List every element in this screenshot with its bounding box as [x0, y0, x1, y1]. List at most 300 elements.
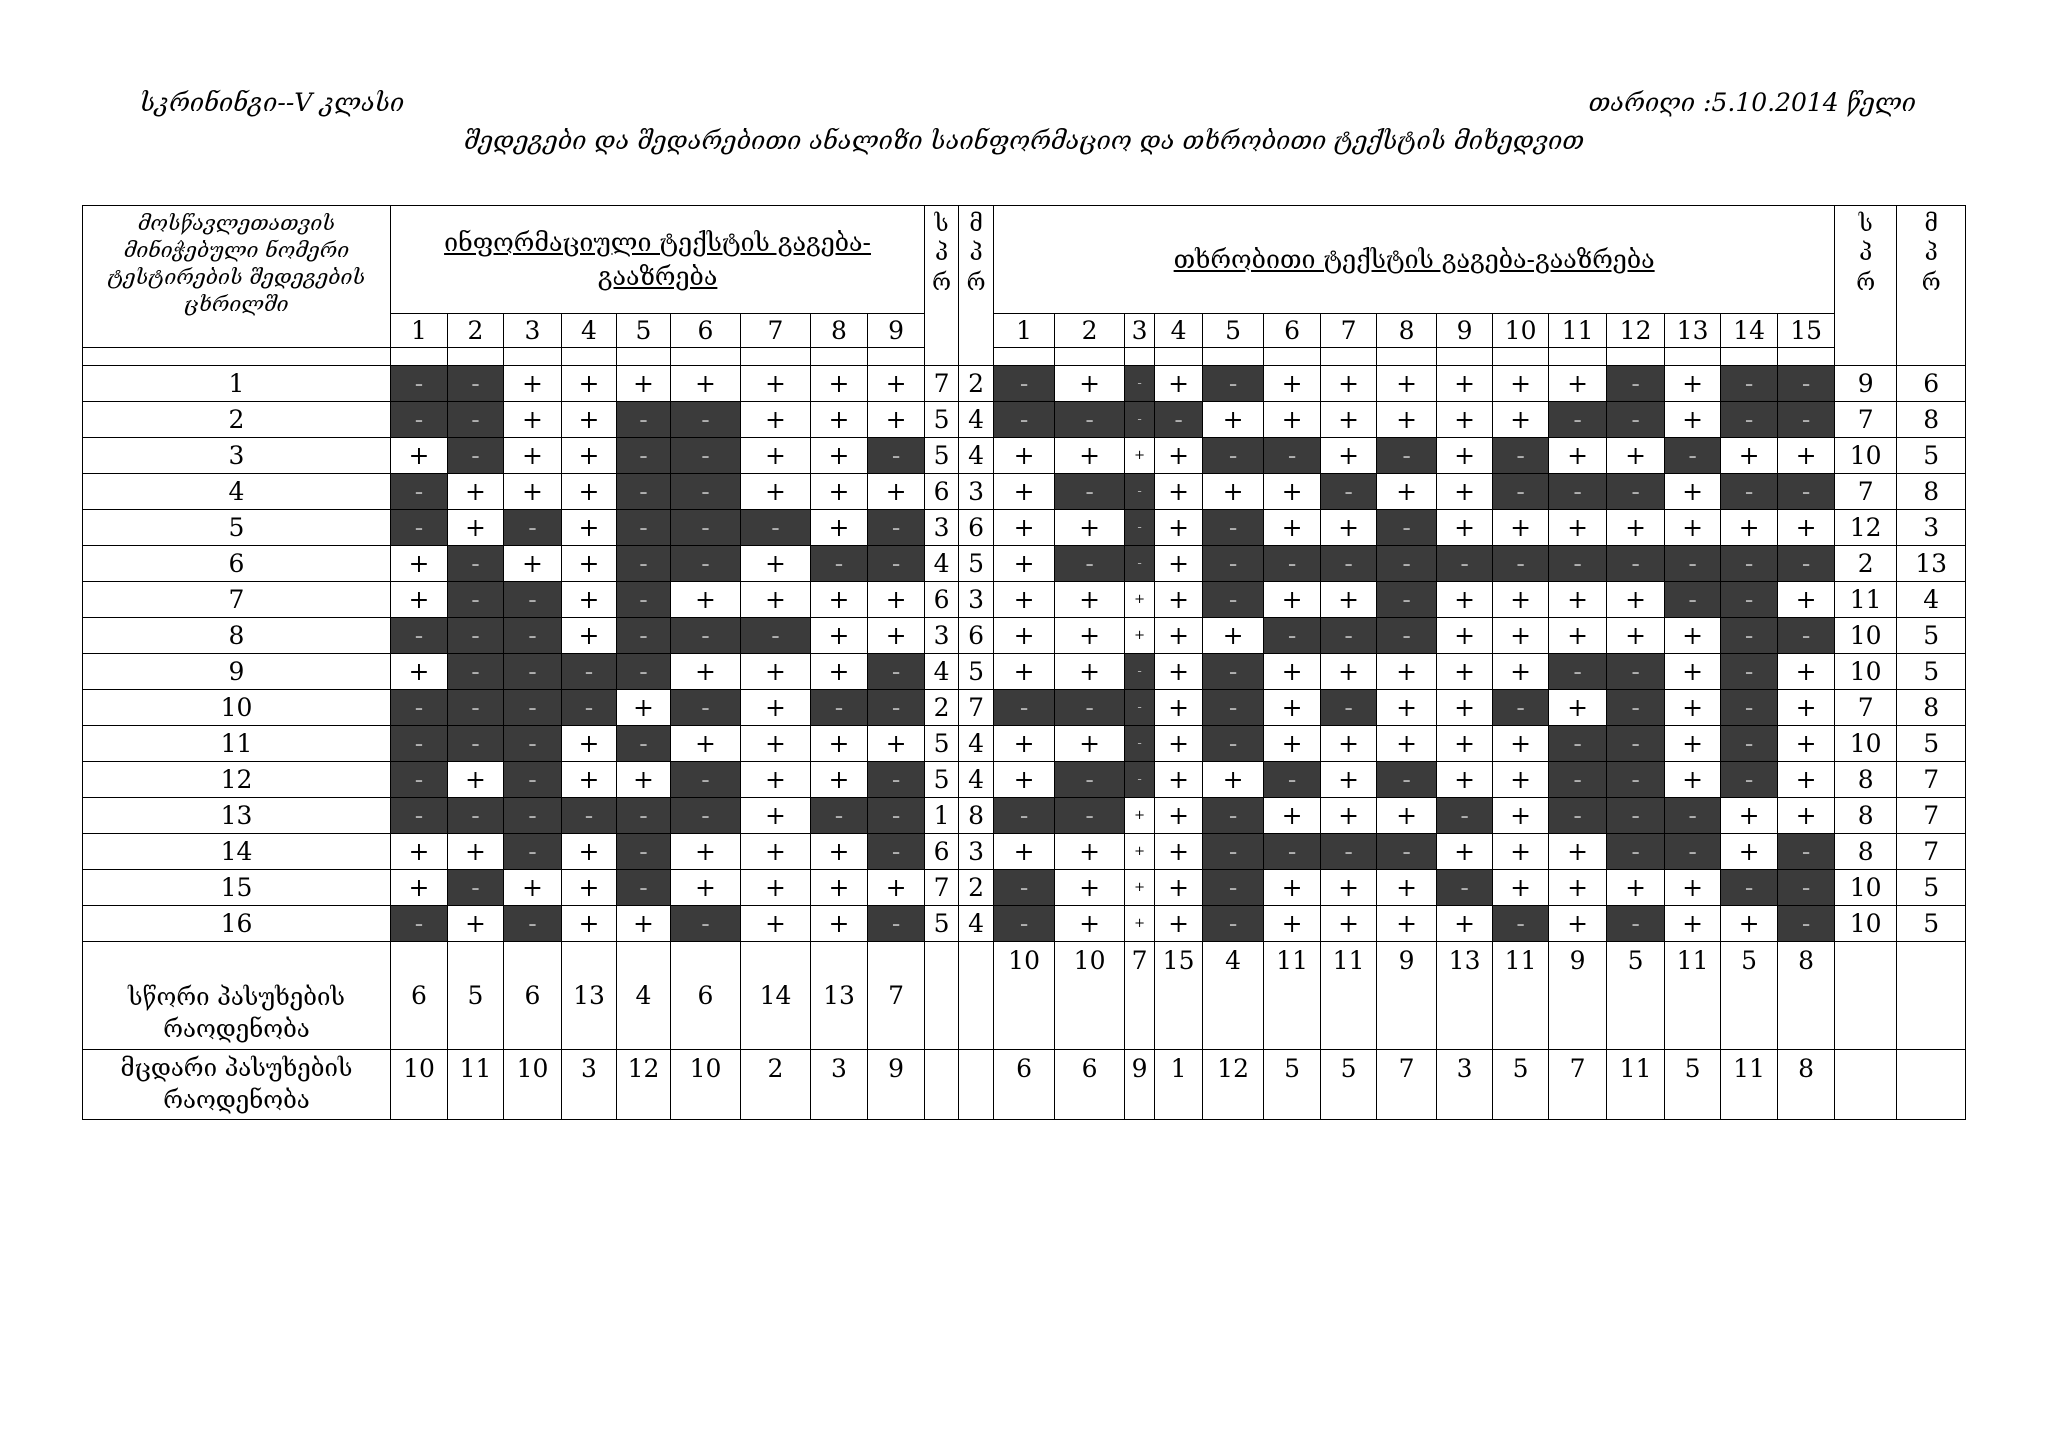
wrong-answer-cell: -	[1665, 546, 1721, 582]
wrong-answer-cell: -	[391, 510, 448, 546]
correct-answer-cell: +	[1155, 366, 1203, 402]
wrong-count-header-char: რ	[1921, 269, 1941, 296]
correct-answer-cell: +	[1607, 870, 1665, 906]
wrong-answer-cell: -	[1203, 510, 1264, 546]
correct-answer-cell: +	[1321, 582, 1377, 618]
correct-answer-cell: +	[1203, 474, 1264, 510]
wrong-answer-cell: -	[504, 654, 562, 690]
spacer-cell	[868, 348, 925, 366]
correct-count: 12	[1835, 510, 1897, 546]
correct-answer-cell: +	[994, 438, 1055, 474]
question-number: 10	[1493, 314, 1549, 348]
correct-answer-cell: +	[994, 654, 1055, 690]
correct-answer-cell: +	[1055, 870, 1125, 906]
wrong-answer-cell: -	[391, 798, 448, 834]
correct-count-header-char: ს	[934, 211, 949, 237]
correct-answer-cell: +	[741, 834, 811, 870]
wrong-answer-cell: -	[1055, 762, 1125, 798]
correct-count: 3	[925, 618, 959, 654]
question-number: 3	[504, 314, 562, 348]
correct-answer-cell: +	[741, 582, 811, 618]
wrong-answer-cell: -	[671, 798, 741, 834]
wrong-answer-cell: -	[504, 618, 562, 654]
correct-answer-cell: +	[1665, 618, 1721, 654]
correct-answer-cell: +	[1155, 654, 1203, 690]
wrong-answer-cell: -	[617, 618, 671, 654]
wrong-count: 3	[959, 474, 994, 510]
correct-answer-cell: +	[1549, 690, 1607, 726]
wrong-answer-cell: -	[1125, 762, 1155, 798]
wrong-answer-cell: -	[617, 798, 671, 834]
correct-answer-cell: +	[1055, 366, 1125, 402]
wrong-count: 3	[959, 582, 994, 618]
correct-answer-cell: +	[1264, 798, 1321, 834]
correct-answer-cell: +	[1155, 834, 1203, 870]
correct-answer-cell: +	[1203, 402, 1264, 438]
student-number: 2	[83, 402, 391, 438]
correct-total: 6	[504, 942, 562, 1050]
wrong-count: 7	[1897, 798, 1966, 834]
question-number: 1	[994, 314, 1055, 348]
wrong-answer-cell: -	[1264, 762, 1321, 798]
correct-answer-cell: +	[1437, 726, 1493, 762]
wrong-answer-cell: -	[1321, 834, 1377, 870]
wrong-count: 4	[959, 726, 994, 762]
correct-answer-cell: +	[391, 834, 448, 870]
correct-answer-cell: +	[811, 906, 868, 942]
wrong-answer-cell: -	[1665, 582, 1721, 618]
results-table	[82, 205, 1966, 1120]
correct-answer-cell: +	[1377, 798, 1437, 834]
spacer-cell	[994, 348, 1055, 366]
wrong-answer-cell: -	[448, 366, 504, 402]
question-number: 1	[391, 314, 448, 348]
correct-total: 11	[1264, 942, 1321, 1050]
correct-answer-cell: +	[1437, 438, 1493, 474]
wrong-answer-cell: -	[868, 690, 925, 726]
wrong-count: 7	[1897, 834, 1966, 870]
correct-answer-cell: +	[1437, 402, 1493, 438]
correct-answer-cell: +	[504, 870, 562, 906]
correct-answer-cell: +	[617, 762, 671, 798]
spacer-cell	[448, 348, 504, 366]
correct-answer-cell: +	[741, 366, 811, 402]
correct-count: 2	[1835, 546, 1897, 582]
correct-total: 11	[1321, 942, 1377, 1050]
empty-cell	[925, 942, 959, 1050]
wrong-answer-cell: -	[1493, 690, 1549, 726]
wrong-answer-cell: -	[1721, 726, 1778, 762]
wrong-answer-cell: -	[868, 510, 925, 546]
correct-answer-cell: +	[994, 618, 1055, 654]
correct-answer-cell: +	[1125, 870, 1155, 906]
correct-answer-cell: +	[741, 546, 811, 582]
correct-answer-cell: +	[617, 366, 671, 402]
correct-answer-cell: +	[741, 438, 811, 474]
correct-answer-cell: +	[1721, 510, 1778, 546]
correct-answer-cell: +	[1493, 510, 1549, 546]
wrong-total: 10	[504, 1050, 562, 1120]
correct-answer-cell: +	[1778, 798, 1835, 834]
wrong-answer-cell: -	[1778, 402, 1835, 438]
correct-answer-cell: +	[994, 726, 1055, 762]
correct-count: 1	[925, 798, 959, 834]
correct-answer-cell: +	[1493, 654, 1549, 690]
correct-answer-cell: +	[1264, 474, 1321, 510]
correct-answer-cell: +	[562, 402, 617, 438]
wrong-count: 2	[959, 366, 994, 402]
wrong-answer-cell: -	[1321, 474, 1377, 510]
wrong-answer-cell: -	[504, 726, 562, 762]
correct-total-label: სწორი პასუხების რაოდენობა	[83, 942, 391, 1050]
correct-answer-cell: +	[1125, 798, 1155, 834]
wrong-answer-cell: -	[1665, 798, 1721, 834]
correct-answer-cell: +	[1437, 618, 1493, 654]
wrong-answer-cell: -	[448, 438, 504, 474]
wrong-answer-cell: -	[391, 726, 448, 762]
wrong-answer-cell: -	[504, 510, 562, 546]
wrong-answer-cell: -	[671, 546, 741, 582]
page-subtitle: შედეგები და შედარებითი ანალიზი საინფორმაციო და თხრობითი ტექსტის მიხედვით	[463, 126, 1585, 155]
correct-answer-cell: +	[1549, 438, 1607, 474]
wrong-count: 5	[1897, 654, 1966, 690]
correct-answer-cell: +	[1055, 618, 1125, 654]
spacer-cell	[562, 348, 617, 366]
wrong-count: 8	[1897, 690, 1966, 726]
correct-total: 8	[1778, 942, 1835, 1050]
correct-answer-cell: +	[562, 546, 617, 582]
wrong-answer-cell: -	[671, 762, 741, 798]
correct-answer-cell: +	[1665, 510, 1721, 546]
correct-answer-cell: +	[1321, 798, 1377, 834]
wrong-answer-cell: -	[617, 870, 671, 906]
wrong-answer-cell: -	[1125, 546, 1155, 582]
spacer-cell	[1155, 348, 1203, 366]
wrong-count-header	[959, 206, 994, 366]
correct-total: 11	[1665, 942, 1721, 1050]
student-number: 1	[83, 366, 391, 402]
correct-answer-cell: +	[1125, 582, 1155, 618]
wrong-total: 2	[741, 1050, 811, 1120]
spacer-cell	[617, 348, 671, 366]
wrong-total: 6	[1055, 1050, 1125, 1120]
wrong-answer-cell: -	[448, 654, 504, 690]
wrong-answer-cell: -	[1607, 726, 1665, 762]
correct-answer-cell: +	[1264, 510, 1321, 546]
correct-answer-cell: +	[811, 654, 868, 690]
correct-answer-cell: +	[504, 366, 562, 402]
wrong-answer-cell: -	[562, 798, 617, 834]
correct-total: 4	[1203, 942, 1264, 1050]
corner-label: მოსწავლეთათვის მინიჭებული ნომერი ტესტირების შედეგების ცხრილში	[83, 206, 391, 348]
wrong-answer-cell: -	[868, 546, 925, 582]
wrong-answer-cell: -	[391, 762, 448, 798]
wrong-answer-cell: -	[1377, 618, 1437, 654]
wrong-answer-cell: -	[1549, 654, 1607, 690]
wrong-answer-cell: -	[448, 870, 504, 906]
wrong-answer-cell: -	[1055, 546, 1125, 582]
wrong-answer-cell: -	[617, 654, 671, 690]
question-number: 9	[868, 314, 925, 348]
correct-count-header	[1835, 206, 1897, 366]
wrong-answer-cell: -	[1203, 906, 1264, 942]
correct-answer-cell: +	[868, 402, 925, 438]
wrong-answer-cell: -	[504, 834, 562, 870]
correct-total: 15	[1155, 942, 1203, 1050]
wrong-total: 1	[1155, 1050, 1203, 1120]
spacer-cell	[1125, 348, 1155, 366]
wrong-answer-cell: -	[1264, 834, 1321, 870]
wrong-answer-cell: -	[1203, 438, 1264, 474]
correct-answer-cell: +	[1437, 474, 1493, 510]
wrong-count: 5	[1897, 618, 1966, 654]
correct-answer-cell: +	[1549, 510, 1607, 546]
student-number: 5	[83, 510, 391, 546]
correct-answer-cell: +	[1549, 870, 1607, 906]
correct-answer-cell: +	[1665, 474, 1721, 510]
wrong-answer-cell: -	[1203, 870, 1264, 906]
wrong-answer-cell: -	[1721, 366, 1778, 402]
correct-answer-cell: +	[811, 510, 868, 546]
wrong-answer-cell: -	[811, 798, 868, 834]
wrong-answer-cell: -	[811, 690, 868, 726]
correct-answer-cell: +	[1778, 726, 1835, 762]
correct-answer-cell: +	[1721, 798, 1778, 834]
spacer-cell	[1549, 348, 1607, 366]
wrong-answer-cell: -	[994, 870, 1055, 906]
correct-answer-cell: +	[811, 762, 868, 798]
wrong-answer-cell: -	[868, 762, 925, 798]
correct-answer-cell: +	[1493, 726, 1549, 762]
wrong-answer-cell: -	[617, 510, 671, 546]
correct-answer-cell: +	[1778, 762, 1835, 798]
correct-answer-cell: +	[1493, 762, 1549, 798]
student-number: 16	[83, 906, 391, 942]
correct-answer-cell: +	[562, 474, 617, 510]
correct-answer-cell: +	[562, 582, 617, 618]
wrong-answer-cell: -	[448, 690, 504, 726]
correct-answer-cell: +	[1055, 582, 1125, 618]
wrong-count-header-char: მ	[969, 211, 983, 237]
empty-cell	[925, 1050, 959, 1120]
correct-answer-cell: +	[811, 618, 868, 654]
wrong-answer-cell: -	[1721, 618, 1778, 654]
correct-total: 11	[1493, 942, 1549, 1050]
wrong-count: 8	[1897, 474, 1966, 510]
correct-answer-cell: +	[1125, 618, 1155, 654]
question-number: 12	[1607, 314, 1665, 348]
correct-answer-cell: +	[1264, 402, 1321, 438]
wrong-answer-cell: -	[1321, 690, 1377, 726]
correct-count: 10	[1835, 906, 1897, 942]
wrong-count-header-char: რ	[966, 269, 986, 296]
correct-count: 5	[925, 438, 959, 474]
wrong-answer-cell: -	[1203, 582, 1264, 618]
wrong-answer-cell: -	[994, 366, 1055, 402]
wrong-answer-cell: -	[1125, 654, 1155, 690]
wrong-total: 12	[1203, 1050, 1264, 1120]
wrong-answer-cell: -	[1377, 510, 1437, 546]
correct-answer-cell: +	[1665, 690, 1721, 726]
correct-answer-cell: +	[994, 510, 1055, 546]
wrong-answer-cell: -	[1125, 690, 1155, 726]
spacer-cell	[1055, 348, 1125, 366]
correct-answer-cell: +	[1377, 402, 1437, 438]
wrong-answer-cell: -	[448, 798, 504, 834]
wrong-answer-cell: -	[671, 690, 741, 726]
wrong-answer-cell: -	[391, 906, 448, 942]
correct-answer-cell: +	[1155, 726, 1203, 762]
correct-answer-cell: +	[1321, 870, 1377, 906]
wrong-total: 7	[1549, 1050, 1607, 1120]
spacer-cell	[811, 348, 868, 366]
correct-answer-cell: +	[741, 474, 811, 510]
correct-answer-cell: +	[562, 834, 617, 870]
correct-total: 6	[391, 942, 448, 1050]
student-number: 8	[83, 618, 391, 654]
correct-answer-cell: +	[1125, 834, 1155, 870]
wrong-answer-cell: -	[617, 402, 671, 438]
correct-answer-cell: +	[391, 654, 448, 690]
correct-answer-cell: +	[562, 726, 617, 762]
wrong-answer-cell: -	[1607, 834, 1665, 870]
wrong-answer-cell: -	[1377, 582, 1437, 618]
wrong-answer-cell: -	[1721, 474, 1778, 510]
correct-answer-cell: +	[504, 438, 562, 474]
wrong-answer-cell: -	[994, 798, 1055, 834]
wrong-answer-cell: -	[671, 438, 741, 474]
correct-count: 7	[1835, 690, 1897, 726]
question-number: 5	[1203, 314, 1264, 348]
correct-answer-cell: +	[1377, 690, 1437, 726]
wrong-total: 3	[811, 1050, 868, 1120]
correct-count: 6	[925, 474, 959, 510]
wrong-answer-cell: -	[504, 798, 562, 834]
wrong-answer-cell: -	[1203, 690, 1264, 726]
wrong-answer-cell: -	[1665, 834, 1721, 870]
correct-count: 7	[1835, 474, 1897, 510]
correct-answer-cell: +	[562, 762, 617, 798]
correct-answer-cell: +	[1493, 582, 1549, 618]
correct-count: 10	[1835, 726, 1897, 762]
correct-answer-cell: +	[1321, 402, 1377, 438]
correct-answer-cell: +	[811, 402, 868, 438]
correct-answer-cell: +	[1264, 366, 1321, 402]
correct-answer-cell: +	[1377, 906, 1437, 942]
correct-answer-cell: +	[1155, 906, 1203, 942]
correct-answer-cell: +	[1377, 870, 1437, 906]
correct-total: 6	[671, 942, 741, 1050]
wrong-answer-cell: -	[1549, 474, 1607, 510]
wrong-answer-cell: -	[671, 618, 741, 654]
correct-answer-cell: +	[994, 762, 1055, 798]
correct-answer-cell: +	[1321, 654, 1377, 690]
spacer-cell	[1493, 348, 1549, 366]
correct-answer-cell: +	[1549, 582, 1607, 618]
correct-count: 8	[1835, 834, 1897, 870]
correct-answer-cell: +	[994, 834, 1055, 870]
correct-count: 11	[1835, 582, 1897, 618]
correct-answer-cell: +	[741, 870, 811, 906]
correct-answer-cell: +	[1437, 366, 1493, 402]
wrong-answer-cell: -	[448, 618, 504, 654]
wrong-answer-cell: -	[617, 474, 671, 510]
correct-count: 5	[925, 726, 959, 762]
correct-answer-cell: +	[1155, 474, 1203, 510]
wrong-count: 8	[959, 798, 994, 834]
empty-cell	[1835, 1050, 1897, 1120]
wrong-answer-cell: -	[1549, 726, 1607, 762]
date-label: თარიღი :5.10.2014 წელი	[1588, 88, 1916, 117]
wrong-answer-cell: -	[1778, 906, 1835, 942]
correct-answer-cell: +	[1203, 762, 1264, 798]
correct-answer-cell: +	[1493, 798, 1549, 834]
correct-answer-cell: +	[562, 618, 617, 654]
wrong-answer-cell: -	[1607, 690, 1665, 726]
student-number: 14	[83, 834, 391, 870]
correct-answer-cell: +	[1437, 510, 1493, 546]
correct-answer-cell: +	[741, 654, 811, 690]
correct-answer-cell: +	[868, 474, 925, 510]
wrong-answer-cell: -	[741, 618, 811, 654]
wrong-answer-cell: -	[868, 438, 925, 474]
wrong-answer-cell: -	[391, 618, 448, 654]
wrong-answer-cell: -	[391, 402, 448, 438]
wrong-count: 6	[959, 618, 994, 654]
wrong-answer-cell: -	[562, 654, 617, 690]
correct-answer-cell: +	[1549, 906, 1607, 942]
empty-cell	[1897, 942, 1966, 1050]
correct-count: 10	[1835, 654, 1897, 690]
correct-answer-cell: +	[1155, 546, 1203, 582]
correct-answer-cell: +	[1721, 834, 1778, 870]
wrong-answer-cell: -	[1493, 474, 1549, 510]
question-number: 11	[1549, 314, 1607, 348]
correct-count: 5	[925, 906, 959, 942]
correct-answer-cell: +	[741, 402, 811, 438]
correct-count: 9	[1835, 366, 1897, 402]
wrong-count: 7	[959, 690, 994, 726]
spacer-cell	[1321, 348, 1377, 366]
wrong-answer-cell: -	[1778, 618, 1835, 654]
spacer-cell	[741, 348, 811, 366]
correct-answer-cell: +	[671, 834, 741, 870]
wrong-answer-cell: -	[1437, 798, 1493, 834]
student-number: 4	[83, 474, 391, 510]
wrong-count: 3	[1897, 510, 1966, 546]
wrong-total: 11	[1607, 1050, 1665, 1120]
correct-answer-cell: +	[1607, 438, 1665, 474]
wrong-answer-cell: -	[448, 402, 504, 438]
question-number: 4	[562, 314, 617, 348]
correct-total: 10	[1055, 942, 1125, 1050]
question-number: 9	[1437, 314, 1493, 348]
wrong-answer-cell: -	[1055, 690, 1125, 726]
wrong-answer-cell: -	[504, 906, 562, 942]
wrong-answer-cell: -	[1549, 546, 1607, 582]
group-title-informational: ინფორმაციული ტექსტის გაგება-გააზრება	[391, 206, 925, 314]
correct-count-header-char: რ	[1856, 269, 1876, 296]
correct-answer-cell: +	[1377, 654, 1437, 690]
student-number: 11	[83, 726, 391, 762]
correct-answer-cell: +	[617, 690, 671, 726]
wrong-count-header	[1897, 206, 1966, 366]
correct-answer-cell: +	[811, 870, 868, 906]
correct-answer-cell: +	[1321, 726, 1377, 762]
correct-answer-cell: +	[504, 546, 562, 582]
correct-answer-cell: +	[994, 546, 1055, 582]
wrong-answer-cell: -	[1321, 618, 1377, 654]
